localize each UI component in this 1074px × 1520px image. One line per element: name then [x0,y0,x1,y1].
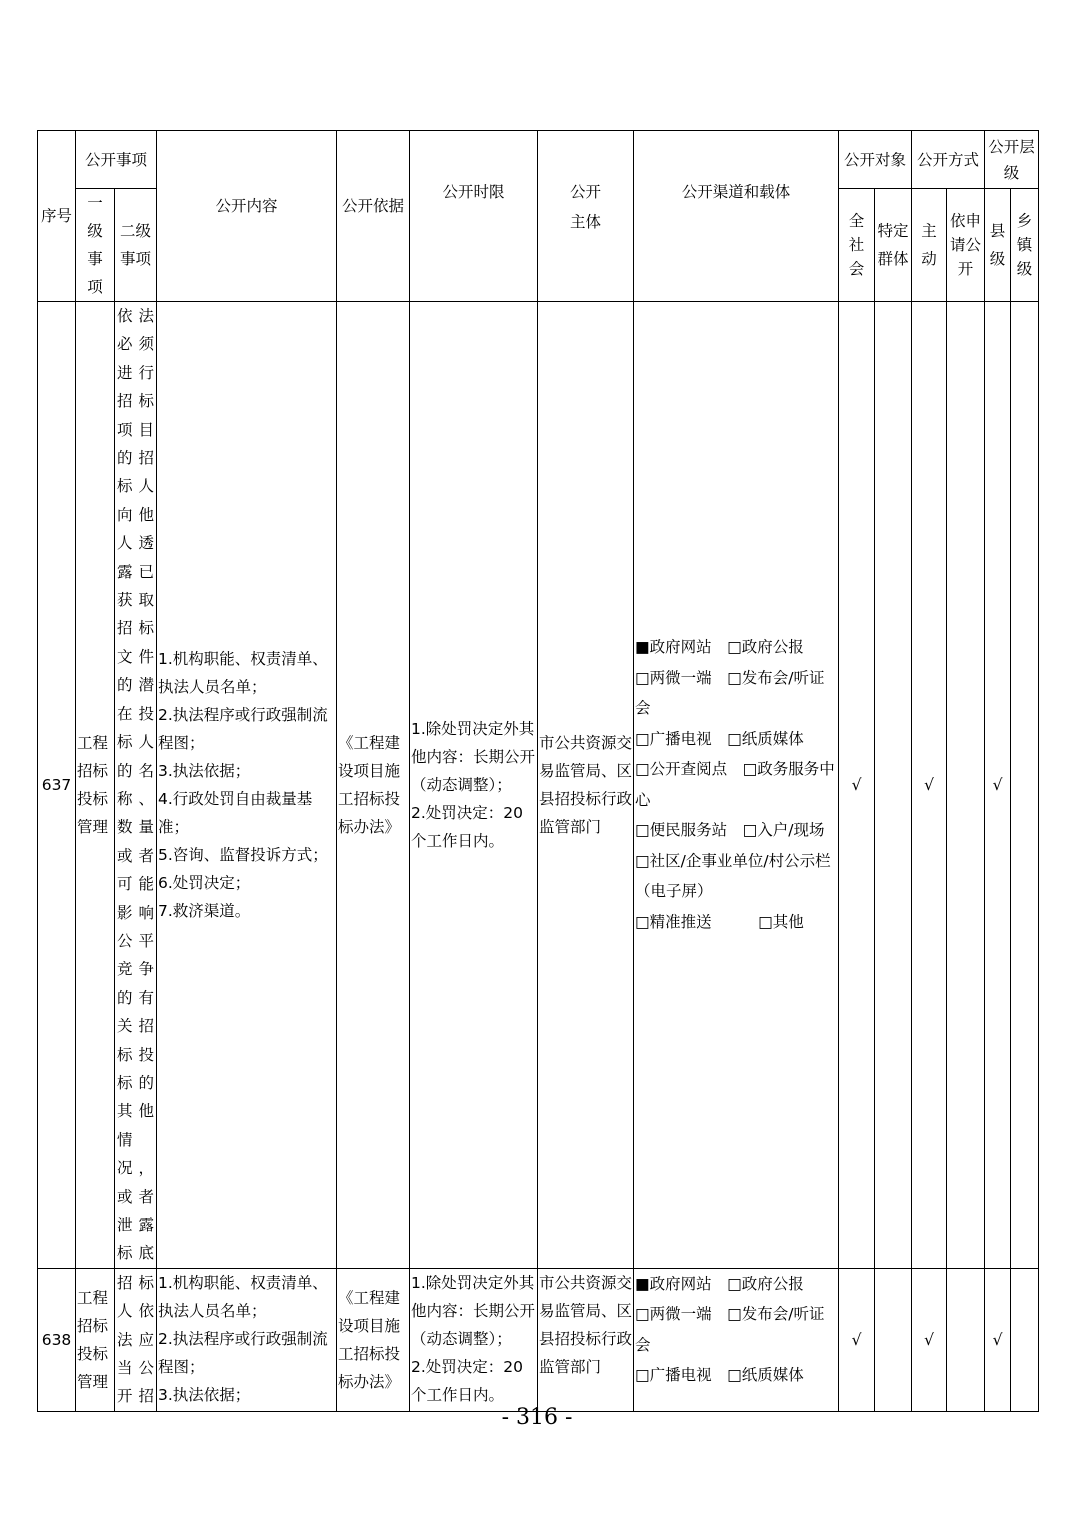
header-county: 县级 [985,189,1011,302]
content-line: 2.执法程序或行政强制流程图； [158,1329,328,1376]
channel-line: □社区/企事业单位/村公示栏（电子屏） [635,851,831,901]
content-line: 4.行政处罚自由裁量基准； [158,789,313,836]
content-line: 2.执法程序或行政强制流程图； [158,705,328,752]
row-basis: 《工程建设项目施工招标投标办法》 [337,302,410,1269]
content-line: 3.执法依据； [158,1385,251,1404]
row-channel [634,1268,839,1411]
channel-line: □两微一端 □发布会/听证会 [635,668,825,718]
time-limit-line: 1.除处罚决定外其他内容：长期公开（动态调整）； [411,719,536,794]
channel-line: ■政府网站 □政府公报 [635,1274,804,1293]
row-level2: 依法必须进行招标项目的招标人向他人透露已获取招标文件的潜在投标人的名称、数量或者可能影响公平竞争的有关招标投标的其他情况，或者泄露标底 [115,302,157,1269]
page-number: - 316 - [501,1405,573,1430]
header-on-request: 依申请公开 [947,189,985,302]
time-limit-line: 2.处罚决定：20个工作日内。 [411,803,524,850]
check-on-request [947,1268,985,1411]
row-time-limit [410,302,538,1269]
header-active: 主动 [912,189,947,302]
content-line: 3.执法依据； [158,761,251,780]
header-time-limit: 公开时限 [410,131,538,302]
channel-line: □便民服务站 □入户/现场 [635,821,825,840]
header-all-society: 全社会 [839,189,875,302]
check-all-society: √ [839,302,875,1269]
header-channel: 公开渠道和载体 [634,131,839,302]
check-town [1011,302,1039,1269]
table-row [38,1268,1039,1411]
content-line: 1.机构职能、权责清单、执法人员名单； [158,1273,328,1320]
row-time-limit [410,1268,538,1411]
row-level2: 招标人依法应当公开招 [115,1268,157,1411]
time-limit-line: 1.除处罚决定外其他内容：长期公开（动态调整）； [411,1273,536,1348]
time-limit-line: 2.处罚决定：20个工作日内。 [411,1357,524,1404]
row-level1: 工程招标投标管理 [76,302,115,1269]
channel-line: □广播电视 □纸质媒体 [635,1366,804,1385]
channel-line: □公开查阅点 □政务服务中心 [635,760,835,809]
check-active: √ [912,302,947,1269]
check-town [1011,1268,1039,1411]
channel-line: □广播电视 □纸质媒体 [635,729,804,748]
row-seq: 637 [38,302,76,1269]
content-line: 1.机构职能、权责清单、执法人员名单； [158,649,328,696]
channel-line: □两微一端 □发布会/听证会 [635,1305,825,1354]
header-basis: 公开依据 [337,131,410,302]
header-seq: 序号 [38,131,76,302]
header-level2: 二级事项 [115,189,157,302]
row-subject: 市公共资源交易监管局、区县招投标行政监管部门 [538,1268,634,1411]
header-town: 乡镇级 [1011,189,1039,302]
header-level1: 一级事项 [76,189,115,302]
row-content [157,302,337,1269]
row-seq: 638 [38,1268,76,1411]
row-content [157,1268,337,1411]
row-channel [634,302,839,1269]
table-row [38,302,1039,1269]
header-level: 公开层级 [985,131,1039,189]
check-county: √ [985,1268,1011,1411]
row-subject: 市公共资源交易监管局、区县招投标行政监管部门 [538,302,634,1269]
content-line: 5.咨询、监督投诉方式； [158,845,328,864]
channel-line: □精准推送 □其他 [635,912,804,931]
check-county: √ [985,302,1011,1269]
header-specific-group: 特定群体 [875,189,912,302]
header-method: 公开方式 [912,131,985,189]
check-all-society: √ [839,1268,875,1411]
header-target: 公开对象 [839,131,912,189]
check-specific-group [875,302,912,1269]
channel-line: ■政府网站 □政府公报 [635,638,804,657]
disclosure-table [37,130,1039,1412]
check-active: √ [912,1268,947,1411]
header-matters: 公开事项 [76,131,157,189]
check-on-request [947,302,985,1269]
content-line: 6.处罚决定； [158,873,251,892]
check-specific-group [875,1268,912,1411]
row-level1: 工程招标投标管理 [76,1268,115,1411]
row-basis: 《工程建设项目施工招标投标办法》 [337,1268,410,1411]
header-subject: 公开主体 [538,131,634,302]
content-line: 7.救济渠道。 [158,901,251,920]
header-content: 公开内容 [157,131,337,302]
